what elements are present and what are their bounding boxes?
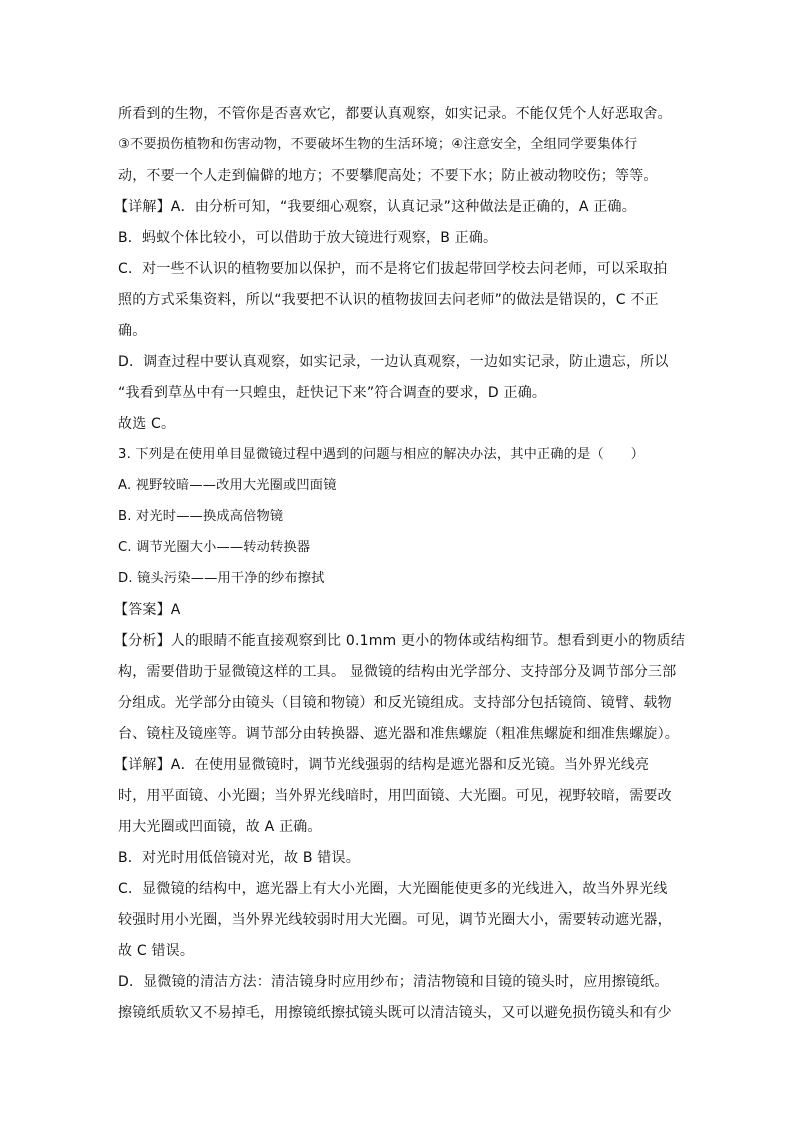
text-line: 较强时用小光圈，当外界光线较弱时用大光圈。可见，调节光圈大小，需要转动遮光器， (118, 912, 672, 928)
text-line: 照的方式采集资料，所以“我要把不认识的植物拔回去问老师”的做法是错误的，C 不正 (118, 292, 659, 308)
text-line: B．蚂蚁个体比较小，可以借助于放大镜进行观察，B 正确。 (118, 230, 498, 246)
text-line: D．显微镜的清洁方法：清洁镜身时应用纱布；清洁物镜和目镜的镜头时，应用擦镜纸。 (118, 974, 669, 990)
text-line: 分组成。光学部分由镜头（目镜和物镜）和反光镜组成。支持部分包括镜筒、镜臂、载物 (118, 695, 672, 711)
text-line: 确。 (118, 323, 147, 339)
text-line: C．显微镜的结构中，遮光器上有大小光圈，大光圈能使更多的光线进入，故当外界光线 (118, 881, 668, 897)
text-line: B．对光时用低倍镜对光，故 B 错误。 (118, 850, 360, 866)
text-line: D．调查过程中要认真观察，如实记录，一边认真观察，一边如实记录，防止遗忘，所以 (118, 354, 669, 370)
text-line: C．对一些不认识的植物要加以保护，而不是将它们拔起带回学校去问老师，可以采取拍 (118, 261, 668, 277)
text-line: 擦镜纸质软又不易掉毛，用擦镜纸擦拭镜头既可以清洁镜头，又可以避免损伤镜头和有少 (118, 1005, 672, 1021)
answer-line: 【答案】A (114, 602, 181, 618)
explanation-line: 【详解】A．在使用显微镜时，调节光线强弱的结构是遮光器和反光镜。当外界光线亮 (114, 757, 650, 773)
option-b: B. 对光时——换成高倍物镜 (118, 509, 284, 524)
text-line: 构，需要借助于显微镜这样的工具。 显微镜的结构由光学部分、支持部分及调节部分三部 (118, 664, 677, 680)
question-title: 3. 下列是在使用单目显微镜过程中遇到的问题与相应的解决办法，其中正确的是（ ） (118, 447, 645, 462)
text-line: ③不要损伤植物和伤害动物，不要破坏生物的生活环境；④注意安全，全组同学要集体行 (118, 137, 638, 152)
option-d: D. 镜头污染——用干净的纱布擦拭 (118, 571, 325, 586)
option-c: C. 调节光圈大小——转动转换器 (118, 540, 311, 555)
text-line: 时，用平面镜、小光圈；当外界光线暗时，用凹面镜、大光圈。可见，视野较暗，需要改 (118, 788, 672, 804)
option-a: A. 视野较暗——改用大光圈或凹面镜 (118, 478, 337, 493)
text-line: 台、镜柱及镜座等。调节部分由转换器、遮光器和准焦螺旋（粗准焦螺旋和细准焦螺旋）。 (118, 726, 679, 742)
text-line: 所看到的生物，不管你是否喜欢它，都要认真观察，如实记录。不能仅凭个人好恶取舍。 (118, 106, 672, 122)
text-line: 【详解】A．由分析可知，“我要细心观察，认真记录”这种做法是正确的，A 正确。 (114, 199, 636, 215)
text-line: 动，不要一个人走到偏僻的地方；不要攀爬高处；不要下水；防止被动物咬伤；等等。 (118, 168, 658, 184)
text-line: 故 C 错误。 (118, 943, 195, 959)
text-line: 用大光圈或凹面镜，故 A 正确。 (118, 819, 322, 835)
text-line: “我看到草丛中有一只蝗虫，赶快记下来”符合调查的要求，D 正确。 (118, 385, 547, 401)
analysis-line: 【分析】人的眼睛不能直接观察到比 0.1mm 更小的物体或结构细节。想看到更小的物质结 (114, 633, 686, 649)
text-line: 故选 C。 (118, 416, 176, 432)
